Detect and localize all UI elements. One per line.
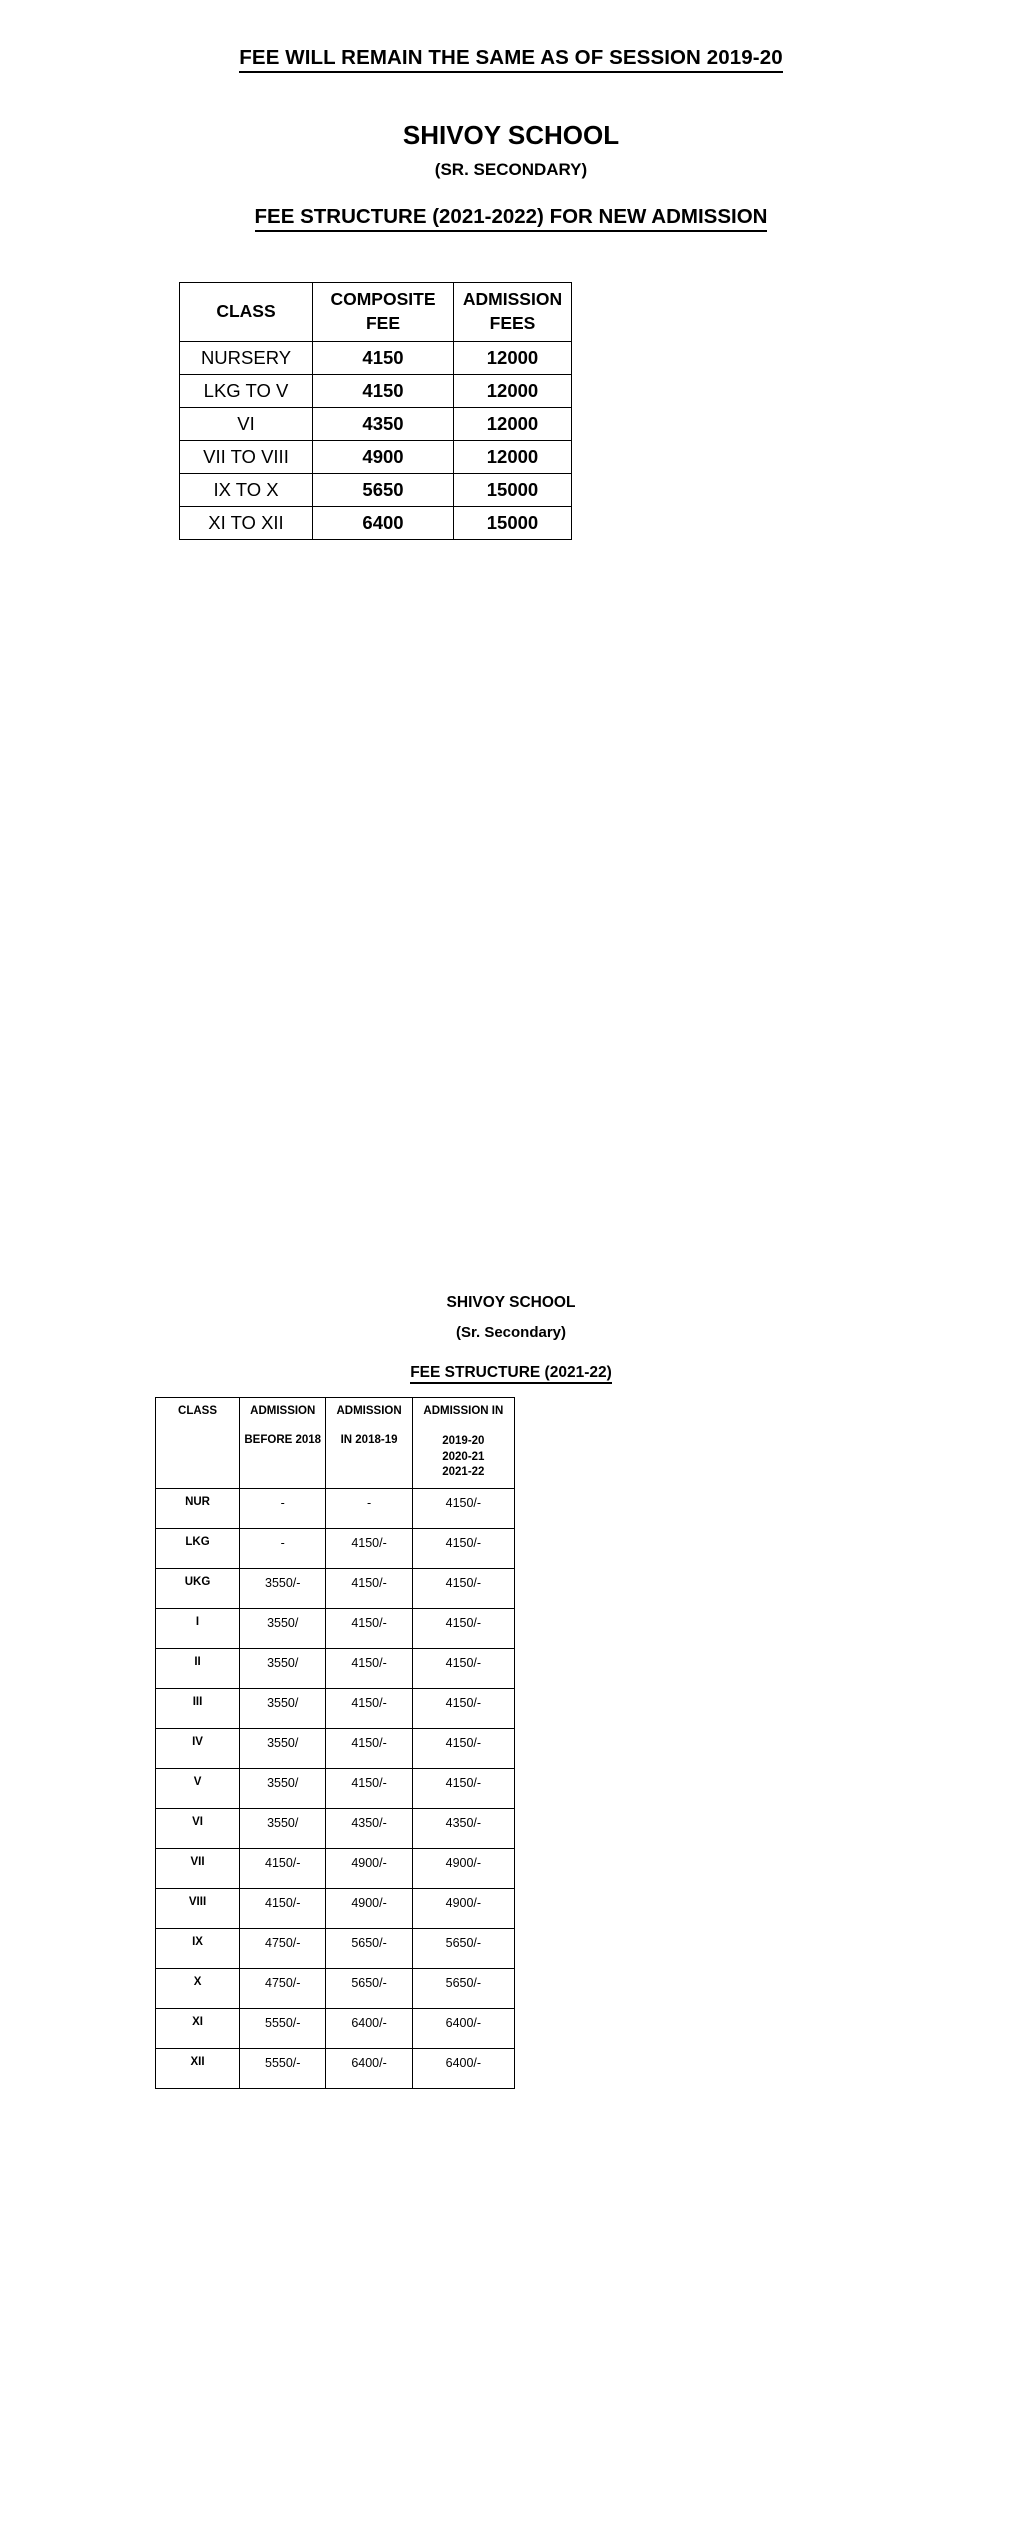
cell-class: XI TO XII bbox=[180, 506, 313, 539]
table-row bbox=[156, 1569, 515, 1609]
table-row bbox=[180, 440, 572, 473]
column-header-composite-fee: COMPOSITE FEE bbox=[313, 282, 454, 341]
cell-class: NUR bbox=[156, 1489, 240, 1529]
column-header-years bbox=[415, 1434, 512, 1481]
cell-class: X bbox=[156, 1969, 240, 2009]
cell-admission-fees: 15000 bbox=[454, 506, 572, 539]
cell-admission-before-2018: 3550/ bbox=[240, 1809, 326, 1849]
cell-admission-2019-to-2022: 6400/- bbox=[412, 2009, 514, 2049]
column-header-admission-fees bbox=[454, 282, 572, 341]
fee-notice-heading bbox=[0, 0, 1022, 71]
cell-class: XII bbox=[156, 2049, 240, 2089]
column-header-admission-2019-to-2022 bbox=[412, 1398, 514, 1489]
cell-class: IX bbox=[156, 1929, 240, 1969]
cell-class: VI bbox=[180, 407, 313, 440]
fee-structure-heading-secondary bbox=[0, 1364, 1022, 1383]
table-row bbox=[156, 1609, 515, 1649]
cell-class: LKG TO V bbox=[180, 374, 313, 407]
cell-class: LKG bbox=[156, 1529, 240, 1569]
cell-admission-2018-19: 4150/- bbox=[326, 1609, 412, 1649]
cell-class: XI bbox=[156, 2009, 240, 2049]
cell-admission-2018-19: 4150/- bbox=[326, 1769, 412, 1809]
cell-admission-2018-19: 4150/- bbox=[326, 1569, 412, 1609]
cell-class: IV bbox=[156, 1729, 240, 1769]
table-row bbox=[156, 2009, 515, 2049]
column-header-admission-fees-line2: FEES bbox=[489, 312, 536, 333]
column-header-line1: ADMISSION IN bbox=[423, 1405, 504, 1418]
cell-admission-2019-to-2022: 4150/- bbox=[412, 1649, 514, 1689]
column-header-class: CLASS bbox=[156, 1398, 240, 1489]
fee-notice-text: FEE WILL REMAIN THE SAME AS OF SESSION 2019-20 bbox=[239, 46, 782, 73]
table-row bbox=[180, 506, 572, 539]
cell-admission-before-2018: 5550/- bbox=[240, 2009, 326, 2049]
cell-admission-2019-to-2022: 4150/- bbox=[412, 1689, 514, 1729]
table-row bbox=[156, 1769, 515, 1809]
column-header-admission-before-2018 bbox=[240, 1398, 326, 1489]
table-row bbox=[180, 341, 572, 374]
new-admission-fee-table-wrapper bbox=[0, 282, 1022, 540]
cell-admission-fees: 12000 bbox=[454, 374, 572, 407]
cell-admission-2018-19: 6400/- bbox=[326, 2049, 412, 2089]
cell-class: UKG bbox=[156, 1569, 240, 1609]
table-row bbox=[156, 1889, 515, 1929]
table-row bbox=[180, 407, 572, 440]
cell-admission-before-2018: 3550/ bbox=[240, 1649, 326, 1689]
cell-class: VII bbox=[156, 1849, 240, 1889]
cell-admission-2019-to-2022: 4350/- bbox=[412, 1809, 514, 1849]
cell-composite-fee: 4150 bbox=[313, 341, 454, 374]
cell-admission-before-2018: 3550/ bbox=[240, 1689, 326, 1729]
cell-admission-before-2018: 4750/- bbox=[240, 1929, 326, 1969]
cell-admission-before-2018: 3550/ bbox=[240, 1729, 326, 1769]
cell-admission-fees: 12000 bbox=[454, 341, 572, 374]
cell-admission-2018-19: 4150/- bbox=[326, 1529, 412, 1569]
cell-admission-before-2018: 3550/ bbox=[240, 1609, 326, 1649]
table-row bbox=[180, 473, 572, 506]
cell-class: III bbox=[156, 1689, 240, 1729]
cell-admission-before-2018: 4150/- bbox=[240, 1889, 326, 1929]
fee-structure-heading-primary bbox=[0, 205, 1022, 230]
cell-admission-2019-to-2022: 4150/- bbox=[412, 1489, 514, 1529]
cell-admission-2019-to-2022: 6400/- bbox=[412, 2049, 514, 2089]
column-header-line2: BEFORE 2018 bbox=[244, 1434, 322, 1447]
cell-admission-before-2018: 4150/- bbox=[240, 1849, 326, 1889]
cell-admission-2018-19: 4150/- bbox=[326, 1729, 412, 1769]
cell-admission-2019-to-2022: 4150/- bbox=[412, 1609, 514, 1649]
cell-class: NURSERY bbox=[180, 341, 313, 374]
table-row bbox=[156, 1969, 515, 2009]
cell-admission-2019-to-2022: 4150/- bbox=[412, 1529, 514, 1569]
table-row bbox=[156, 1689, 515, 1729]
school-name-secondary: SHIVOY SCHOOL bbox=[446, 1294, 576, 1311]
cell-admission-2018-19: 5650/- bbox=[326, 1929, 412, 1969]
cell-admission-2018-19: 4150/- bbox=[326, 1689, 412, 1729]
cell-class: V bbox=[156, 1769, 240, 1809]
cell-admission-2018-19: 5650/- bbox=[326, 1969, 412, 2009]
cell-admission-before-2018: - bbox=[240, 1489, 326, 1529]
column-header-year-2019-20: 2019-20 bbox=[442, 1435, 485, 1448]
column-header-admission-fees-line1: ADMISSION bbox=[462, 289, 563, 310]
column-header-line1: ADMISSION bbox=[250, 1405, 316, 1418]
column-header-admission-2018-19 bbox=[326, 1398, 412, 1489]
cell-admission-2019-to-2022: 4150/- bbox=[412, 1769, 514, 1809]
classwise-fee-table-wrapper bbox=[0, 1397, 1022, 2089]
new-admission-fee-table bbox=[179, 282, 572, 540]
cell-class: VII TO VIII bbox=[180, 440, 313, 473]
school-name-primary: SHIVOY SCHOOL bbox=[402, 119, 620, 150]
cell-admission-before-2018: 4750/- bbox=[240, 1969, 326, 2009]
table-row bbox=[156, 2049, 515, 2089]
cell-admission-2019-to-2022: 4900/- bbox=[412, 1849, 514, 1889]
fee-structure-heading-secondary-text: FEE STRUCTURE (2021-22) bbox=[410, 1364, 612, 1384]
cell-admission-before-2018: 3550/ bbox=[240, 1769, 326, 1809]
second-fee-structure-section bbox=[0, 1293, 1022, 2089]
table-row bbox=[156, 1489, 515, 1529]
cell-admission-2018-19: 4350/- bbox=[326, 1809, 412, 1849]
cell-class: VI bbox=[156, 1809, 240, 1849]
cell-admission-2018-19: 4150/- bbox=[326, 1649, 412, 1689]
column-header-year-2020-21: 2020-21 bbox=[442, 1450, 485, 1463]
cell-admission-2019-to-2022: 5650/- bbox=[412, 1929, 514, 1969]
cell-admission-fees: 12000 bbox=[454, 440, 572, 473]
cell-admission-2018-19: 6400/- bbox=[326, 2009, 412, 2049]
classwise-fee-table bbox=[155, 1397, 515, 2089]
table-row bbox=[180, 374, 572, 407]
cell-admission-2019-to-2022: 5650/- bbox=[412, 1969, 514, 2009]
column-header-line1: ADMISSION bbox=[336, 1405, 402, 1418]
table-row bbox=[156, 1849, 515, 1889]
cell-composite-fee: 6400 bbox=[313, 506, 454, 539]
cell-admission-2019-to-2022: 4150/- bbox=[412, 1729, 514, 1769]
cell-composite-fee: 4350 bbox=[313, 407, 454, 440]
fee-structure-heading-primary-text: FEE STRUCTURE (2021-2022) FOR NEW ADMISSION bbox=[255, 205, 768, 232]
cell-class: IX TO X bbox=[180, 473, 313, 506]
cell-admission-before-2018: 3550/- bbox=[240, 1569, 326, 1609]
column-header-year-2021-22: 2021-22 bbox=[442, 1466, 485, 1479]
cell-admission-2018-19: - bbox=[326, 1489, 412, 1529]
cell-composite-fee: 4900 bbox=[313, 440, 454, 473]
cell-admission-2019-to-2022: 4900/- bbox=[412, 1889, 514, 1929]
cell-admission-2019-to-2022: 4150/- bbox=[412, 1569, 514, 1609]
school-subtitle-secondary: (Sr. Secondary) bbox=[455, 1324, 567, 1342]
cell-class: VIII bbox=[156, 1889, 240, 1929]
cell-class: II bbox=[156, 1649, 240, 1689]
cell-admission-2018-19: 4900/- bbox=[326, 1889, 412, 1929]
cell-composite-fee: 4150 bbox=[313, 374, 454, 407]
school-subtitle-primary: (SR. SECONDARY) bbox=[434, 160, 588, 180]
cell-admission-fees: 12000 bbox=[454, 407, 572, 440]
table-header-row bbox=[156, 1398, 515, 1489]
table-row bbox=[156, 1729, 515, 1769]
column-header-line2: IN 2018-19 bbox=[340, 1434, 398, 1447]
cell-admission-before-2018: - bbox=[240, 1529, 326, 1569]
table-row bbox=[156, 1529, 515, 1569]
table-row bbox=[156, 1929, 515, 1969]
table-row bbox=[156, 1649, 515, 1689]
table-row bbox=[156, 1809, 515, 1849]
cell-admission-fees: 15000 bbox=[454, 473, 572, 506]
cell-admission-before-2018: 5550/- bbox=[240, 2049, 326, 2089]
cell-class: I bbox=[156, 1609, 240, 1649]
table-header-row bbox=[180, 282, 572, 341]
cell-composite-fee: 5650 bbox=[313, 473, 454, 506]
cell-admission-2018-19: 4900/- bbox=[326, 1849, 412, 1889]
column-header-class: CLASS bbox=[180, 282, 313, 341]
